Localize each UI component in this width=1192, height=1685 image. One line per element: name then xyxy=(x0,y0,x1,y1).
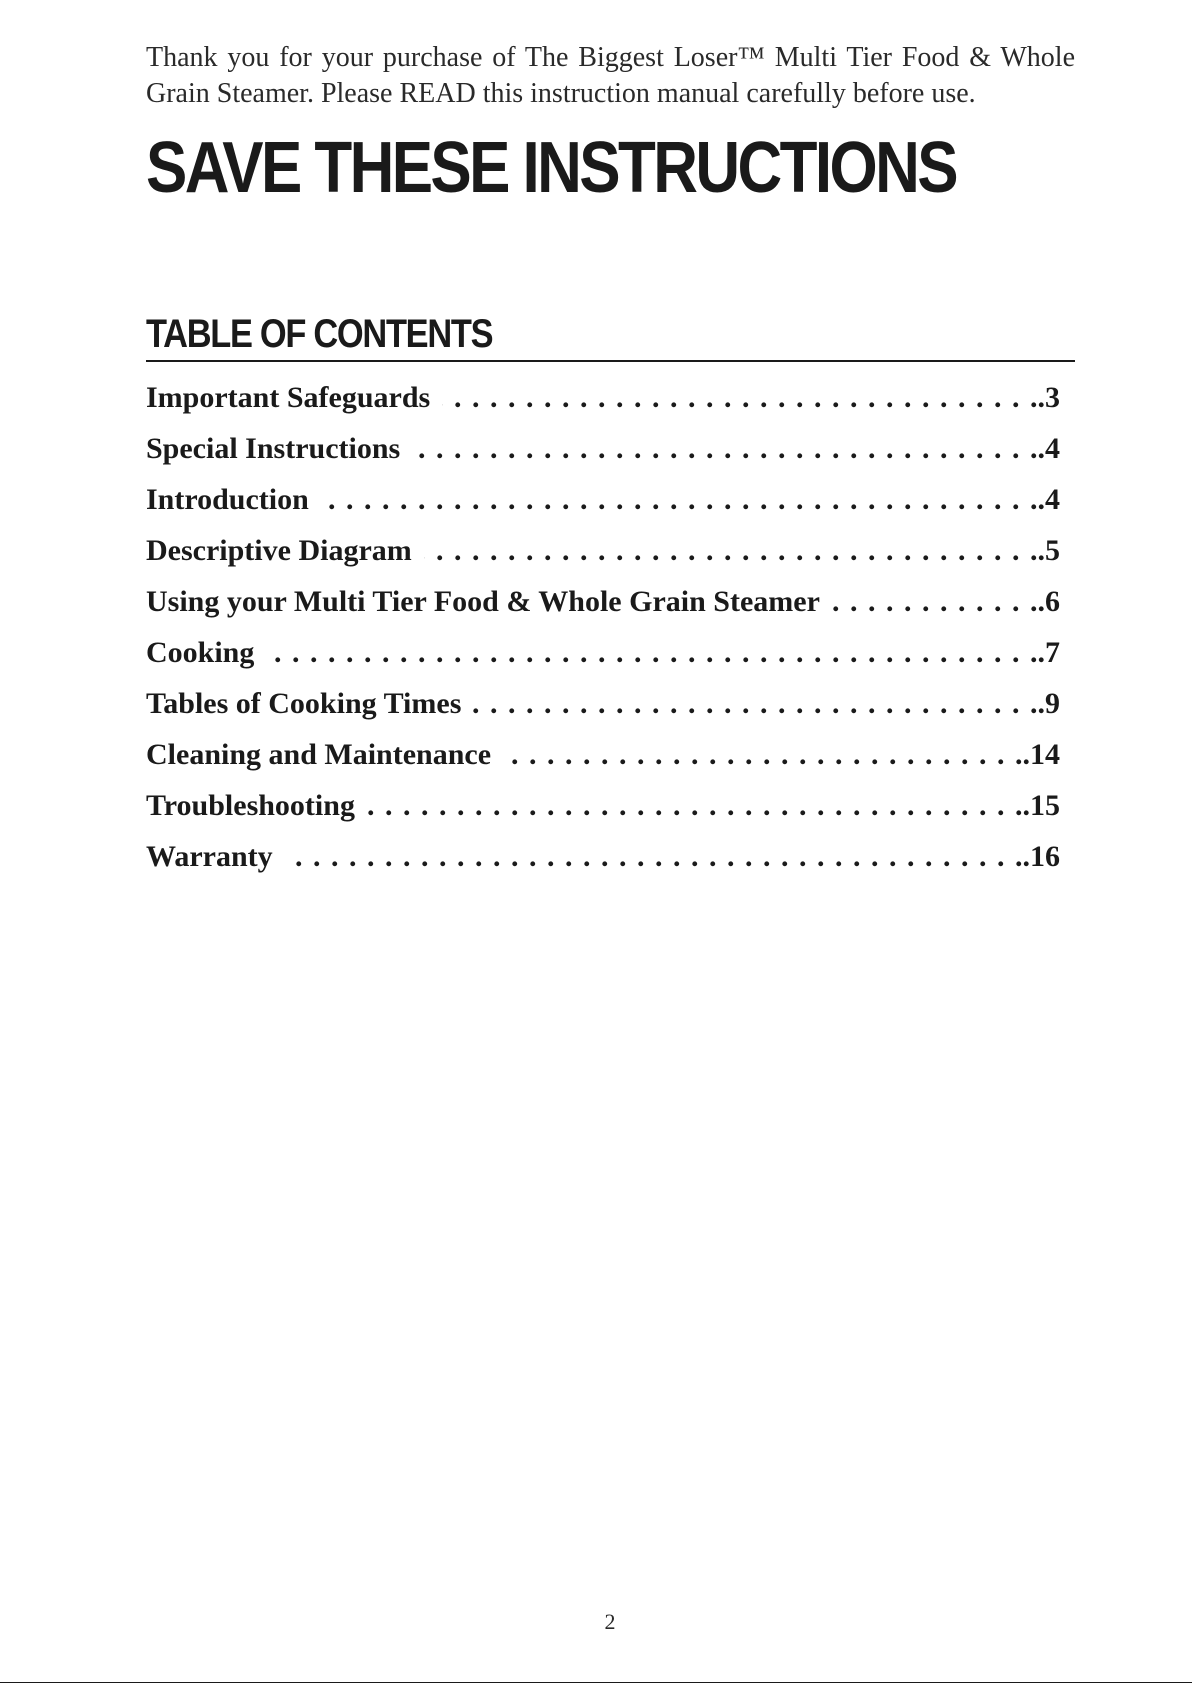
toc-entry-page: .4 xyxy=(1037,432,1060,465)
toc-dot-leader xyxy=(424,525,1038,576)
toc-entry-page: .15 xyxy=(1022,789,1060,822)
intro-paragraph: Thank you for your purchase of The Biggest Loser™ Multi Tier Food & Whole Grain Steamer. Please READ this instruction manual carefully before use. xyxy=(146,42,1075,109)
toc-divider xyxy=(146,360,1075,362)
toc-entry-title: Special Instructions xyxy=(146,432,401,465)
toc-entry-important-safeguards xyxy=(146,372,1060,423)
toc-entry-page: .4 xyxy=(1037,483,1060,516)
page-number: 2 xyxy=(604,1609,616,1634)
toc-entry-title: Introduction xyxy=(146,483,309,516)
page-bottom-edge xyxy=(0,1682,1192,1683)
toc-entry-title: Using your Multi Tier Food & Whole Grain Steamer xyxy=(146,585,820,618)
toc-dot-leader xyxy=(412,423,1037,474)
toc-entry-page: .7 xyxy=(1037,636,1060,669)
toc-entry-title: Cooking xyxy=(146,636,255,669)
toc-dot-leader xyxy=(266,627,1037,678)
toc-entry-page: .6 xyxy=(1037,585,1060,618)
toc-entry-page: .14 xyxy=(1022,738,1060,771)
manual-page xyxy=(146,40,1075,873)
save-instructions-headline: SAVE THESE INSTRUCTIONS xyxy=(146,128,956,208)
toc-entry-page: .9 xyxy=(1037,687,1060,720)
toc-entry-descriptive-diagram xyxy=(146,525,1060,576)
toc-heading-text: TABLE OF CONTENTS xyxy=(146,312,493,356)
toc-entry-cleaning-maintenance xyxy=(146,729,1060,780)
toc-entry-cooking-times xyxy=(146,678,1060,729)
toc-entry-title: Tables of Cooking Times xyxy=(146,687,462,720)
toc-dot-leader xyxy=(321,474,1038,525)
toc-dot-leader xyxy=(473,678,1037,729)
toc-dot-leader xyxy=(367,780,1023,831)
toc-list xyxy=(146,372,1060,882)
toc-entry-introduction xyxy=(146,474,1060,525)
toc-entry-title: Troubleshooting xyxy=(146,789,355,822)
toc-entry-title: Descriptive Diagram xyxy=(146,534,412,567)
toc-entry-title: Cleaning and Maintenance xyxy=(146,738,492,771)
toc-dot-leader xyxy=(442,372,1037,423)
toc-entry-troubleshooting xyxy=(146,780,1060,831)
toc-entry-page: .5 xyxy=(1037,534,1060,567)
toc-entry-title: Warranty xyxy=(146,840,273,873)
toc-entry-page: .16 xyxy=(1022,840,1060,873)
toc-entry-page: .3 xyxy=(1037,381,1060,414)
toc-heading xyxy=(146,310,1075,358)
toc-entry-cooking xyxy=(146,627,1060,678)
toc-dot-leader xyxy=(285,831,1023,882)
toc-entry-warranty xyxy=(146,831,1060,882)
toc-entry-special-instructions xyxy=(146,423,1060,474)
toc-entry-title: Important Safeguards xyxy=(146,381,431,414)
toc-dot-leader xyxy=(832,576,1038,627)
toc-entry-using-steamer xyxy=(146,576,1060,627)
toc-dot-leader xyxy=(503,729,1022,780)
